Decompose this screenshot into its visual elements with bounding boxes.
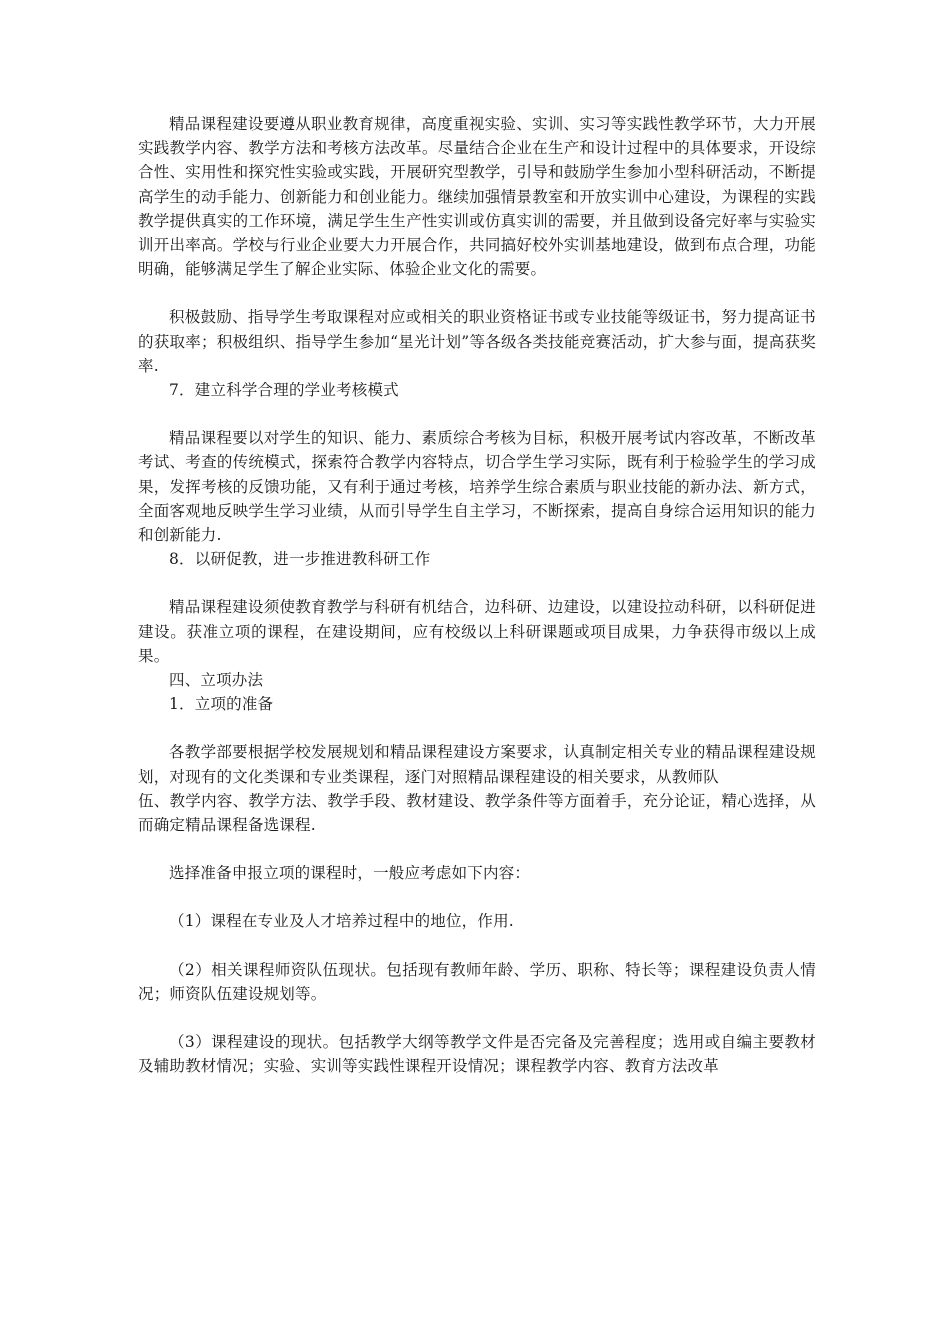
paragraph-preparation xyxy=(138,740,816,837)
paragraph-research: 精品课程建设须使教育教学与科研有机结合，边科研、边建设，以建设拉动科研，以科研促进建设。获准立项的课程，在建设期间，应有校级以上科研课题或项目成果，力争获得市级以上成果。 xyxy=(138,598,816,665)
paragraph-preparation-part1: 各教学部要根据学校发展规划和精品课程建设方案要求，认真制定相关专业的精品课程建设规划，对现有的文化类课和专业类课程，逐门对照精品课程建设的相关要求，从教师队 xyxy=(138,743,816,786)
heading-research: 8．以研促教，进一步推进教科研工作 xyxy=(169,550,431,569)
paragraph-selection-intro: 选择准备申报立项的课程时，一般应考虑如下内容： xyxy=(169,864,531,883)
paragraph-assessment: 精品课程要以对学生的知识、能力、素质综合考核为目标，积极开展考试内容改革，不断改革考试、考查的传统模式，探索符合教学内容特点，切合学生学习实际，既有利于检验学生的学习成果，发挥考核的反馈功能，又有利于通过考核，培养学生综合素质与职业技能的新办法、新方式，全面客观地反映学生学习业绩，从而引导学生自主学习，不断探索，提高自身综合运用知识的能力和创新能力. xyxy=(138,429,816,545)
list-item-3: （3）课程建设的现状。包括教学大纲等教学文件是否完备及完善程度；选用或自编主要教材及辅助教材情况；实验、实训等实践性课程开设情况；课程教学内容、教育方法改革 xyxy=(138,1033,816,1076)
heading-preparation: 1．立项的准备 xyxy=(169,695,274,714)
list-item-1: （1）课程在专业及人才培养过程中的地位，作用. xyxy=(169,912,514,931)
list-item-2: （2）相关课程师资队伍现状。包括现有教师年龄、学历、职称、特长等；课程建设负责人情况；师资队伍建设规划等。 xyxy=(138,960,816,1003)
heading-assessment-mode: 7．建立科学合理的学业考核模式 xyxy=(169,381,399,400)
document-page xyxy=(138,112,816,1079)
section-heading-approval: 四、立项办法 xyxy=(169,671,264,690)
paragraph-certificates: 积极鼓励、指导学生考取课程对应或相关的职业资格证书或专业技能等级证书，努力提高证书的获取率；积极组织、指导学生参加“星光计划”等各级各类技能竞赛活动，扩大参与面，提高获奖率. xyxy=(138,308,816,375)
paragraph-preparation-part2: 伍、教学内容、教学方法、教学手段、教材建设、教学条件等方面着手，充分论证，精心选择，从而确定精品课程备选课程. xyxy=(138,791,816,835)
paragraph-practice-teaching: 精品课程建设要遵从职业教育规律，高度重视实验、实训、实习等实践性教学环节，大力开展实践教学内容、教学方法和考核方法改革。尽量结合企业在生产和设计过程中的具体要求，开设综合性、实用性和探究性实验或实践，开展研究型教学，引导和鼓励学生参加小型科研活动，不断提高学生的动手能力、创新能力和创业能力。继续加强情景教室和开放实训中心建设，为课程的实践教学提供真实的工作环境，满足学生生产性实训或仿真实训的需要，并且做到设备完好率与实验实训开出率高。学校与行业企业要大力开展合作，共同搞好校外实训基地建设，做到布点合理，功能明确，能够满足学生了解企业实际、体验企业文化的需要。 xyxy=(138,115,816,279)
